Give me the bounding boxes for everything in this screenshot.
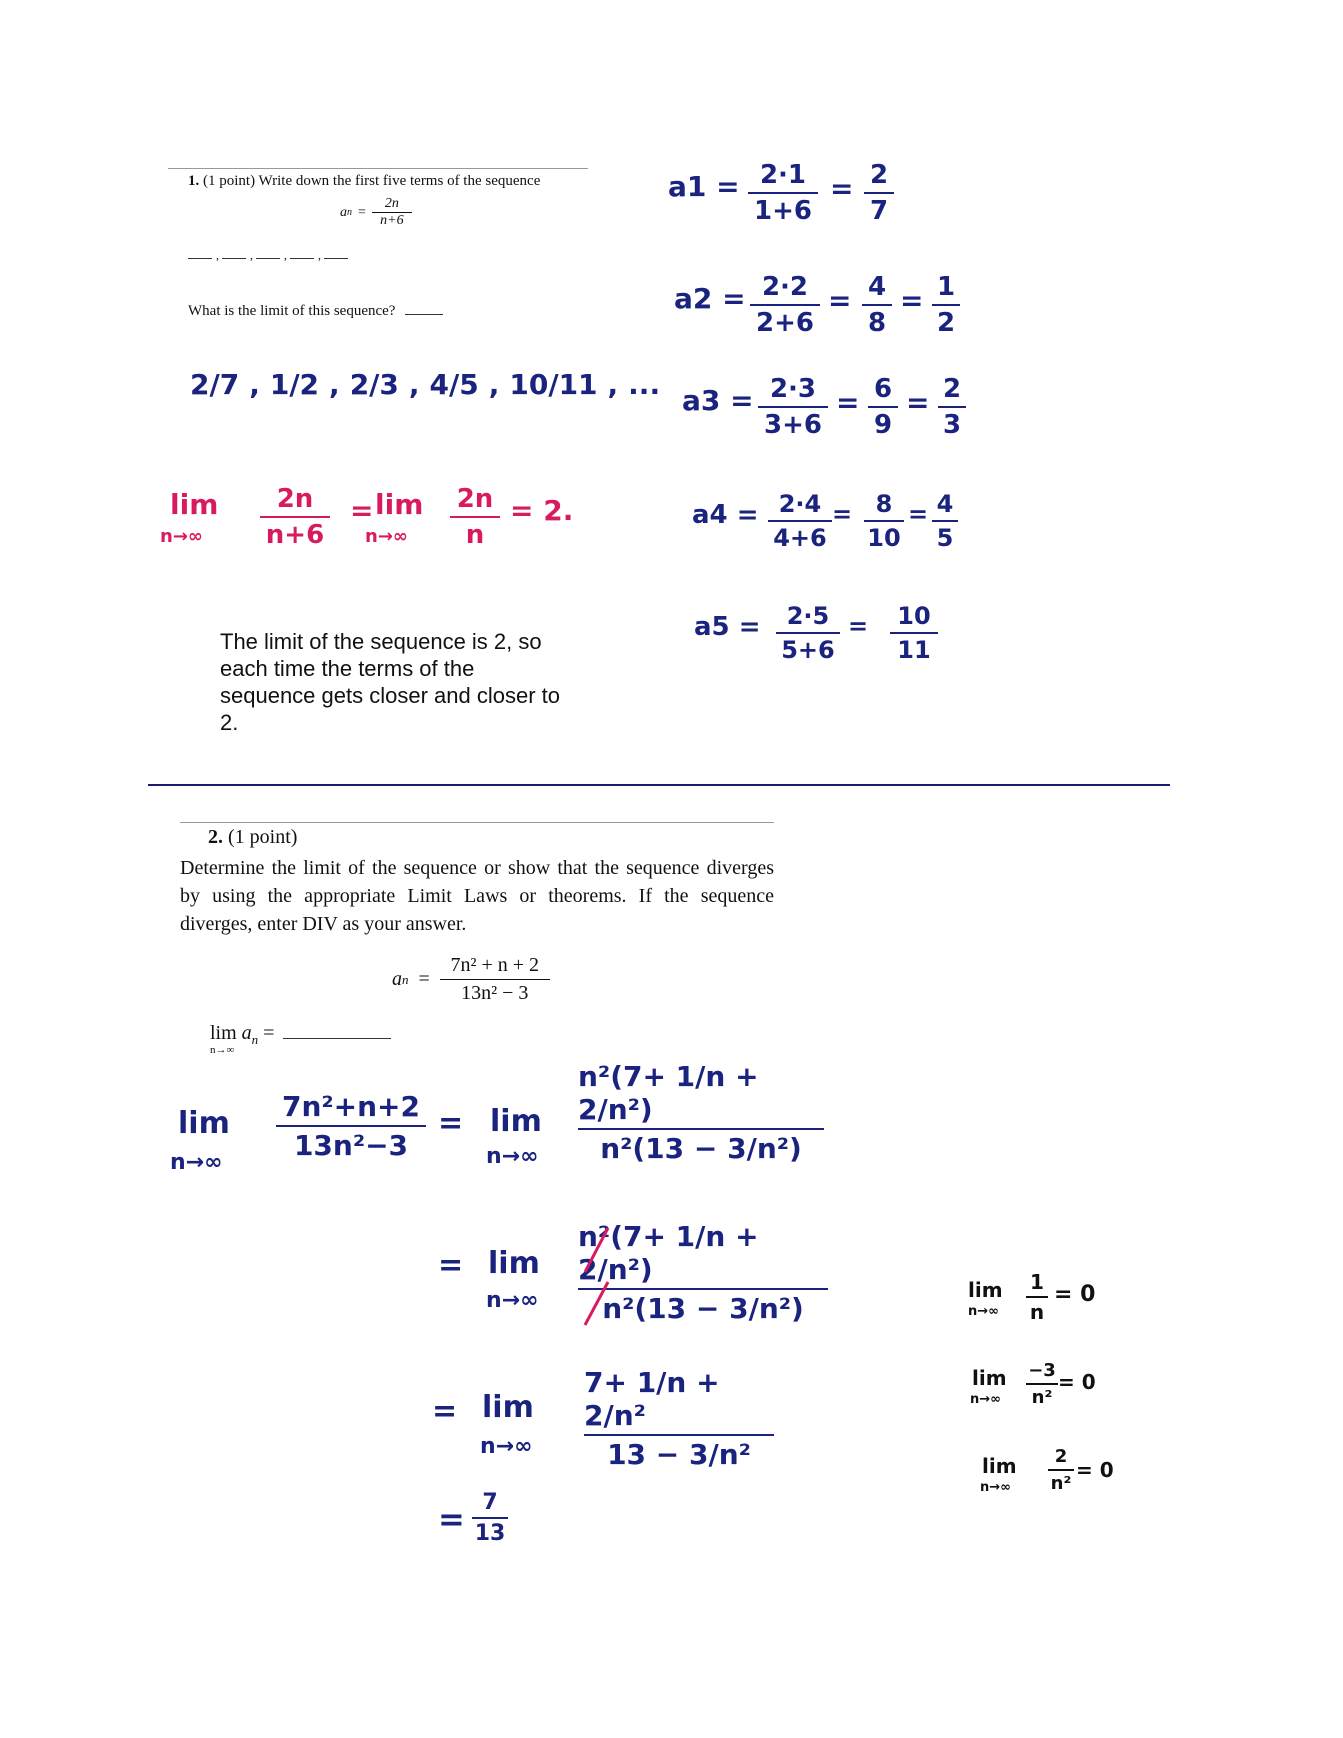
blank-sep: , (216, 248, 219, 262)
note-den: n (1029, 1300, 1045, 1324)
term: ... (628, 368, 661, 401)
term: 2/3 (349, 368, 399, 401)
step-den: 9 (873, 410, 893, 440)
problem1-top-rule (168, 168, 588, 169)
lim-label: lim (482, 1390, 534, 1425)
step-den: 3 (942, 410, 962, 440)
answer-blank[interactable] (222, 244, 246, 259)
lim2-label: lim (375, 488, 424, 521)
lim-under: n→∞ (210, 1044, 235, 1056)
eq-sign: = (438, 1248, 464, 1283)
note-sub: n→∞ (980, 1480, 1011, 1495)
cancel-strikes (170, 1050, 870, 1550)
calc-a2-frac (750, 272, 820, 338)
step-den: 2 (936, 308, 956, 338)
calc-num: 2·3 (769, 374, 817, 404)
blank-sep: , (318, 248, 321, 262)
limit-answer-input[interactable] (283, 1024, 391, 1039)
answer-den: 13 (474, 1521, 506, 1546)
note-num: −3 (1028, 1360, 1056, 1381)
note-num: 2 (1054, 1446, 1068, 1467)
note-lim: lim (982, 1454, 1017, 1478)
note-eq: = 0 (1058, 1370, 1096, 1394)
calc-a4-label: a4 = (692, 500, 759, 530)
frac1-den: n+6 (265, 520, 325, 550)
problem2-prompt: Determine the limit of the sequence or show that the sequence diverges by using the appropriate Limit Laws or theorems. If the sequence diverges, enter DIV as your answer. (180, 857, 774, 935)
term-calculations: a1 = 2·1 1+6 = 2 7 a2 = 2·2 2+6 = 4 8 = 1 2 a3 = 2·3 3+6 = 6 9 = 2 3 a4 = 2·4 4+6 = 8 10 = 4 5 a5 = 2·5 5+6 = 10 11 (668, 160, 998, 680)
problem1-explanation: The limit of the sequence is 2, so each time the terms of the sequence gets closer and closer to 2. (220, 629, 560, 735)
answer-blank[interactable] (324, 244, 348, 259)
calc-a1-frac (748, 160, 818, 226)
answer-fraction (472, 1490, 508, 1546)
step-num: 4 (936, 490, 954, 518)
question-text: What is the limit of this sequence? (188, 303, 396, 319)
problem1-answer-blanks[interactable] (188, 244, 352, 263)
calc-a1-step (864, 160, 894, 226)
step-num: 6 (873, 374, 893, 404)
calc-a4-step2 (932, 490, 958, 552)
note-lim: lim (972, 1366, 1007, 1390)
cancel-num: n²(7+ 1/n + 2/n²) (578, 1220, 759, 1286)
reduced-fraction (584, 1366, 774, 1471)
formula-denominator: n+6 (380, 213, 404, 228)
note-eq: = 0 (1076, 1458, 1114, 1482)
eq-sign: = (438, 1106, 464, 1141)
step-den: 10 (867, 524, 901, 552)
calc-a5-step (890, 602, 938, 664)
formula-sub: n (402, 971, 409, 987)
step-den: 7 (869, 196, 889, 226)
calc-a4-frac (768, 490, 832, 552)
step-den: 5 (936, 524, 954, 552)
frac1-num: 2n (276, 484, 314, 514)
step-num: 2 (869, 160, 889, 190)
problem1-question (188, 300, 447, 320)
lim-eq: = (263, 1022, 275, 1044)
formula-eq: = (358, 204, 366, 220)
lim-label: lim (490, 1104, 542, 1139)
calc-a2-step1 (862, 272, 892, 338)
lim-sub: n→∞ (480, 1434, 533, 1459)
frac-den: 13n²−3 (293, 1129, 409, 1162)
calc-num: 2·4 (778, 490, 822, 518)
answer-blank[interactable] (188, 244, 212, 259)
calc-num: 2·5 (786, 602, 830, 630)
lim-var: a (241, 1022, 252, 1044)
problem1-header (188, 173, 540, 190)
note-sub: n→∞ (970, 1392, 1001, 1407)
calc-den: 3+6 (764, 410, 822, 440)
calc-a2-step2 (932, 272, 960, 338)
calc-a3-step1 (868, 374, 898, 440)
note-frac (1026, 1360, 1058, 1408)
handwritten-terms: 2/7 , 1/2 , 2/3 , 4/5 , 10/11 , ... (190, 368, 661, 401)
step-num: 4 (867, 272, 887, 302)
step-den: 11 (897, 636, 931, 664)
lim-text: lim (210, 1022, 237, 1044)
result: = 2. (510, 494, 574, 527)
answer-blank[interactable] (290, 244, 314, 259)
calc-den: 5+6 (781, 636, 835, 664)
step-num: 8 (875, 490, 893, 518)
problem1-prompt: (1 point) Write down the first five terms of the sequence (203, 173, 541, 189)
calc-den: 1+6 (754, 196, 812, 226)
note-sub: n→∞ (968, 1304, 999, 1319)
frac-num: 7n²+n+2 (281, 1090, 421, 1123)
term: 2/7 (190, 368, 240, 401)
note-frac (1048, 1446, 1074, 1494)
reduced-den: 13 − 3/n² (607, 1438, 751, 1471)
calc-den: 2+6 (756, 308, 814, 338)
limit-answer-blank[interactable] (405, 300, 443, 315)
answer-eq: = (438, 1500, 465, 1538)
note-eq: = 0 (1054, 1282, 1096, 1307)
problem2-top-rule (180, 822, 774, 823)
step-den: 8 (867, 308, 887, 338)
term: 10/11 (509, 368, 598, 401)
step-num: 2 (942, 374, 962, 404)
problem2-points: (1 point) (228, 826, 298, 848)
problem1-number: 1. (188, 173, 200, 189)
term: 4/5 (429, 368, 479, 401)
factored-num: n²(7+ 1/n + 2/n²) (578, 1060, 759, 1126)
reduced-num: 7+ 1/n + 2/n² (584, 1366, 720, 1432)
note-den: n² (1031, 1387, 1053, 1408)
frac1 (260, 484, 330, 550)
problem2-number: 2. (208, 826, 223, 848)
problem2-work (170, 1050, 870, 1550)
note-lim: lim (968, 1278, 1003, 1302)
lim-label: lim (170, 488, 219, 521)
lim-sub: n→∞ (170, 1150, 223, 1175)
lim-label: lim (488, 1246, 540, 1281)
lim-var-sub: n (251, 1032, 259, 1047)
formula-lhs: a (392, 968, 402, 990)
frac2 (450, 484, 500, 550)
calc-a2-label: a2 = (674, 282, 746, 315)
calc-a5-label: a5 = (694, 612, 761, 642)
lim-sub: n→∞ (486, 1144, 539, 1169)
formula-lhs: a (340, 204, 347, 220)
step-num: 10 (897, 602, 931, 630)
term: 1/2 (269, 368, 320, 401)
lim-sub: n→∞ (160, 526, 203, 547)
lim-label: lim (178, 1106, 230, 1141)
calc-a1-label: a1 = (668, 170, 740, 203)
frac2-num: 2n (456, 484, 494, 514)
section-divider (148, 784, 1170, 786)
calc-num: 2·1 (759, 160, 807, 190)
problem2-formula (392, 954, 550, 1005)
eq-sign: = (432, 1394, 458, 1429)
calc-num: 2·2 (761, 272, 809, 302)
answer-num: 7 (482, 1490, 498, 1515)
factored-den: n²(13 − 3/n²) (600, 1132, 802, 1165)
step-num: 1 (936, 272, 956, 302)
formula-eq: = (418, 968, 430, 990)
formula-numerator: 7n² + n + 2 (450, 954, 540, 976)
calc-a3-frac (758, 374, 828, 440)
lim-sub: n→∞ (486, 1288, 539, 1313)
blank-sep: , (250, 248, 253, 262)
note-num: 1 (1030, 1270, 1044, 1294)
calc-a3-label: a3 = (682, 384, 754, 417)
lim2-sub: n→∞ (365, 526, 408, 547)
calc-a5-frac (776, 602, 840, 664)
calc-a3-step2 (938, 374, 966, 440)
formula-sub: n (347, 207, 352, 218)
note-den: n² (1050, 1473, 1072, 1494)
cancel-den: n²(13 − 3/n²) (602, 1292, 804, 1325)
eq1: = (350, 494, 374, 527)
side-notes (968, 1270, 1148, 1540)
answer-blank[interactable] (256, 244, 280, 259)
problem1-limit-work (160, 482, 600, 562)
formula-denominator: 13n² − 3 (461, 982, 529, 1004)
blank-sep: , (284, 248, 287, 262)
problem2-header (208, 826, 297, 849)
problem1-formula (340, 196, 412, 229)
formula-numerator: 2n (384, 196, 399, 211)
frac2-den: n (465, 520, 485, 550)
note-frac (1026, 1270, 1048, 1324)
calc-a4-step1 (864, 490, 904, 552)
calc-den: 4+6 (773, 524, 827, 552)
